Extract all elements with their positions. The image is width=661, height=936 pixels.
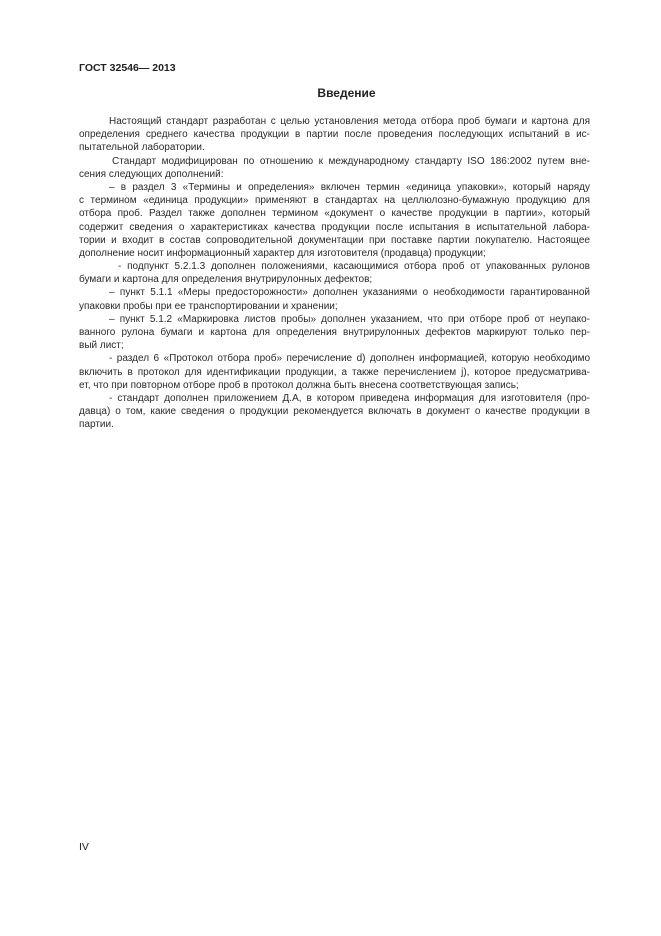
- text-line: Настоящий стандарт разработан с целью установления метода отбора проб бумаги и картона для: [109, 116, 590, 127]
- text-line: бумаги и картона для определения внутрирулонных дефектов;: [79, 274, 373, 286]
- text-line: – пункт 5.1.2 «Маркировка листов пробы» дополнен указанием, что при отборе проб от неупако-: [109, 313, 590, 325]
- text-line: пытательной лаборатории.: [79, 142, 205, 154]
- text-line: ет, что при повторном отборе проб в протокол должна быть внесена соответствующая запись;: [79, 379, 519, 391]
- introduction-text: [79, 115, 590, 432]
- text-line: отбора проб. Раздел также дополнен термином «документ о качестве продукции в партии», который: [79, 208, 590, 220]
- text-line: - стандарт дополнен приложением Д.А, в котором приведена информация для изготовителя (про-: [109, 392, 590, 404]
- text-line: включить в протокол для идентификации продукции, а также перечислением j), которое предусматрива-: [79, 366, 590, 378]
- text-line: - раздел 6 «Протокол отбора проб» перечисление d) дополнен информацией, которую необходимо: [109, 353, 590, 365]
- text-line: содержит сведения о характеристиках качества продукции после испытания в испытательной лабора-: [79, 221, 590, 233]
- text-line: сения следующих дополнений:: [79, 168, 224, 180]
- text-line: – в раздел 3 «Термины и определения» включен термин «единица упаковки», который наряду: [109, 181, 590, 193]
- section-title: Введение: [317, 86, 376, 100]
- text-line: партии.: [79, 419, 114, 431]
- document-header: ГОСТ 32546— 2013: [79, 62, 176, 74]
- text-line: дополнение носит информационный характер для изготовителя (продавца) продукции;: [79, 247, 486, 259]
- text-line: вый лист;: [79, 340, 124, 352]
- text-line: определения среднего качества продукции в партии после проведения последующих испытаний в ис-: [79, 129, 590, 141]
- text-line: – пункт 5.1.1 «Меры предосторожности» дополнен указаниями о необходимости гарантированной: [109, 287, 590, 299]
- text-line: с термином «единица продукции» применяют в стандартах на целлюлозно-бумажную продукцию для: [79, 195, 590, 207]
- text-line: ванного рулона бумаги и картона для определения внутрирулонных дефектов маркируют только пер-: [79, 327, 590, 338]
- text-line: Стандарт модифицирован по отношению к международному стандарту ISO 186:2002 путем вне-: [112, 155, 590, 167]
- text-line: давца) о том, какие сведения о продукции рекомендуется включать в документ о качестве продукции в: [79, 406, 590, 418]
- text-line: тории и входит в состав сопроводительной документации при поставке партии покупателю. Настоящее: [79, 234, 590, 246]
- text-line: - подпункт 5.2.1.3 дополнен положениями, касающимися отбора проб от упакованных рулонов: [118, 261, 590, 273]
- text-line: упаковки пробы при ее транспортировании и хранении;: [79, 300, 338, 312]
- page-number: IV: [79, 841, 89, 853]
